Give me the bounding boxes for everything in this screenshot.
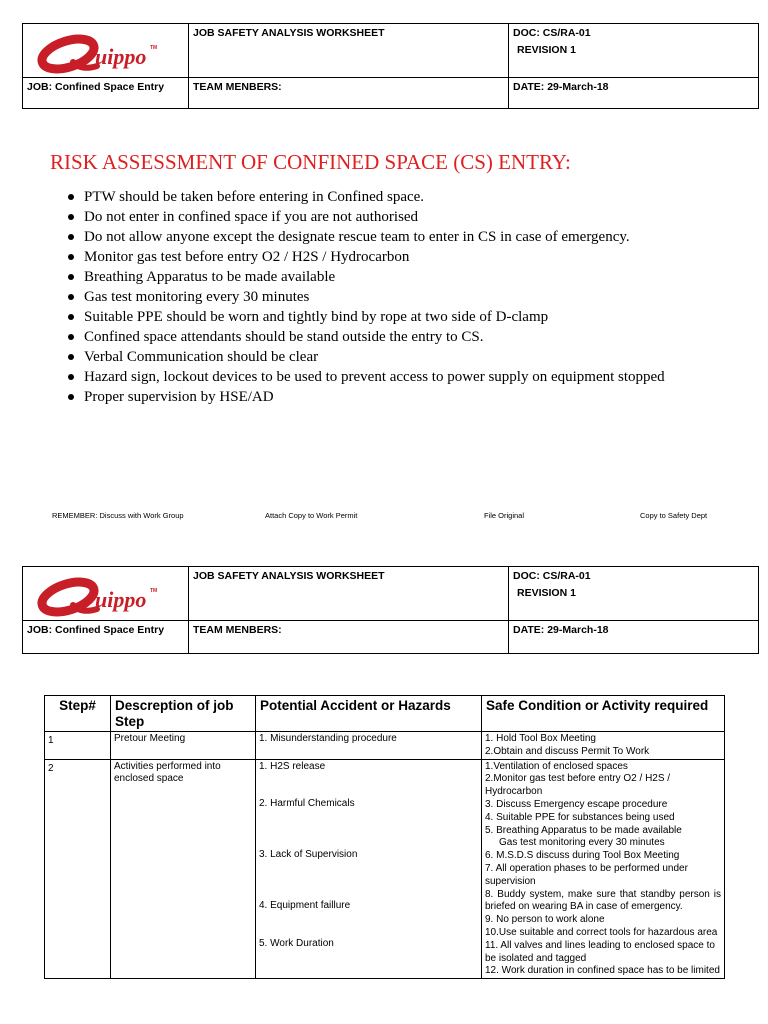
worksheet-header-1 xyxy=(22,23,759,109)
safe-condition-cell xyxy=(482,759,725,979)
jsa-table xyxy=(44,695,725,979)
step-description: Activities performed into enclosed space xyxy=(111,759,256,979)
step-description: Pretour Meeting xyxy=(111,732,256,760)
doc-info xyxy=(509,24,759,78)
safe-item: 11. All valves and lines leading to enclosed space to be isolated and tagged xyxy=(485,939,715,964)
revision: REVISION 1 xyxy=(517,44,576,56)
safe-item: 2.Obtain and discuss Permit To Work xyxy=(485,745,650,757)
footer-attach: Attach Copy to Work Permit xyxy=(265,511,358,520)
safe-item: Gas test monitoring every 30 minutes xyxy=(499,837,665,849)
job-label: JOB: Confined Space Entry xyxy=(23,621,189,654)
col-description: Descreption of job Step xyxy=(111,696,256,732)
safe-item: 9. No person to work alone xyxy=(485,914,605,926)
col-hazards: Potential Accident or Hazards xyxy=(256,696,482,732)
safe-item: 4. Suitable PPE for substances being used xyxy=(485,811,675,823)
logo-wordmark: uippo xyxy=(95,44,147,69)
bullet-item: Verbal Communication should be clear xyxy=(62,347,702,367)
logo-initial: Q xyxy=(23,24,24,25)
safe-item: 3. Discuss Emergency escape procedure xyxy=(485,798,668,810)
hazard-cell xyxy=(256,732,482,760)
safe-item: 7. All operation phases to be performed under supervision xyxy=(485,862,688,887)
table-row xyxy=(45,759,725,979)
safe-item: 5. Breathing Apparatus to be made available xyxy=(485,824,682,836)
safe-item: 1.Ventilation of enclosed spaces xyxy=(485,760,628,772)
safe-item: 6. M.S.D.S discuss during Tool Box Meeting xyxy=(485,850,680,862)
doc-title: JOB SAFETY ANALYSIS WORKSHEET xyxy=(189,24,509,78)
logo-trademark: TM xyxy=(150,588,158,594)
section-title: RISK ASSESSMENT OF CONFINED SPACE (CS) ENTRY: xyxy=(50,150,571,174)
table-row xyxy=(45,732,725,760)
safe-item: 12. Work duration in confined space has to be limited xyxy=(485,965,720,977)
doc-info xyxy=(509,567,759,621)
hazard-item: 1. H2S release xyxy=(259,760,326,772)
risk-bullet-list xyxy=(62,187,702,407)
hazard-item: 4. Equipment faillure xyxy=(259,899,351,911)
col-safe-condition: Safe Condition or Activity required xyxy=(482,696,725,732)
hazard-item: 2. Harmful Chemicals xyxy=(259,798,355,810)
worksheet-header-2 xyxy=(22,566,759,654)
safe-item: 1. Hold Tool Box Meeting xyxy=(485,733,596,744)
bullet-item: Gas test monitoring every 30 minutes xyxy=(62,287,702,307)
hazard-item: 5. Work Duration xyxy=(259,937,334,949)
bullet-item: Monitor gas test before entry O2 / H2S / Hydrocarbon xyxy=(62,247,702,267)
quippo-logo xyxy=(23,567,187,619)
doc-title: JOB SAFETY ANALYSIS WORKSHEET xyxy=(189,567,509,621)
bullet-item: Do not enter in confined space if you are not authorised xyxy=(62,207,702,227)
jsa-header-row xyxy=(45,696,725,732)
bullet-item: Hazard sign, lockout devices to be used to prevent access to power supply on equipment stopped xyxy=(62,367,702,387)
quippo-logo xyxy=(23,24,187,76)
date-label: DATE: 29-March-18 xyxy=(509,621,759,654)
bullet-item: Breathing Apparatus to be made available xyxy=(62,267,702,287)
logo-wordmark: uippo xyxy=(95,587,147,612)
team-members-label: TEAM MENBERS: xyxy=(189,621,509,654)
col-step: Step# xyxy=(45,696,111,732)
safe-condition-cell xyxy=(482,732,725,760)
safe-item: 10.Use suitable and correct tools for hazardous area xyxy=(485,926,718,938)
hazard-cell xyxy=(256,759,482,979)
job-label: JOB: Confined Space Entry xyxy=(23,78,189,109)
doc-number: DOC: CS/RA-01 xyxy=(513,570,591,582)
bullet-item: Confined space attendants should be stand outside the entry to CS. xyxy=(62,327,702,347)
logo-cell xyxy=(23,567,189,621)
date-label: DATE: 29-March-18 xyxy=(509,78,759,109)
team-members-label: TEAM MENBERS: xyxy=(189,78,509,109)
bullet-item: PTW should be taken before entering in Confined space. xyxy=(62,187,702,207)
hazard-item: 1. Misunderstanding procedure xyxy=(259,733,397,744)
bullet-item: Do not allow anyone except the designate rescue team to enter in CS in case of emergency. xyxy=(62,227,702,247)
safe-item: 2.Monitor gas test before entry O2 / H2S / Hydrocarbon xyxy=(485,773,671,798)
bullet-item: Suitable PPE should be worn and tightly bind by rope at two side of D-clamp xyxy=(62,307,702,327)
footer-file: File Original xyxy=(484,511,525,520)
logo-trademark: TM xyxy=(150,45,158,51)
doc-number: DOC: CS/RA-01 xyxy=(513,27,591,39)
logo-cell xyxy=(23,24,189,78)
revision: REVISION 1 xyxy=(517,587,576,599)
step-number: 1 xyxy=(45,732,111,760)
safe-item: 8. Buddy system, make sure that standby person is briefed on wearing BA in case of emergency. xyxy=(485,888,721,913)
footer-remember: REMEMBER: Discuss with Work Group xyxy=(52,511,184,520)
footer-copy: Copy to Safety Dept xyxy=(640,511,708,520)
hazard-item: 3. Lack of Supervision xyxy=(259,849,358,861)
step-number: 2 xyxy=(45,759,111,979)
bullet-item: Proper supervision by HSE/AD xyxy=(62,387,702,407)
